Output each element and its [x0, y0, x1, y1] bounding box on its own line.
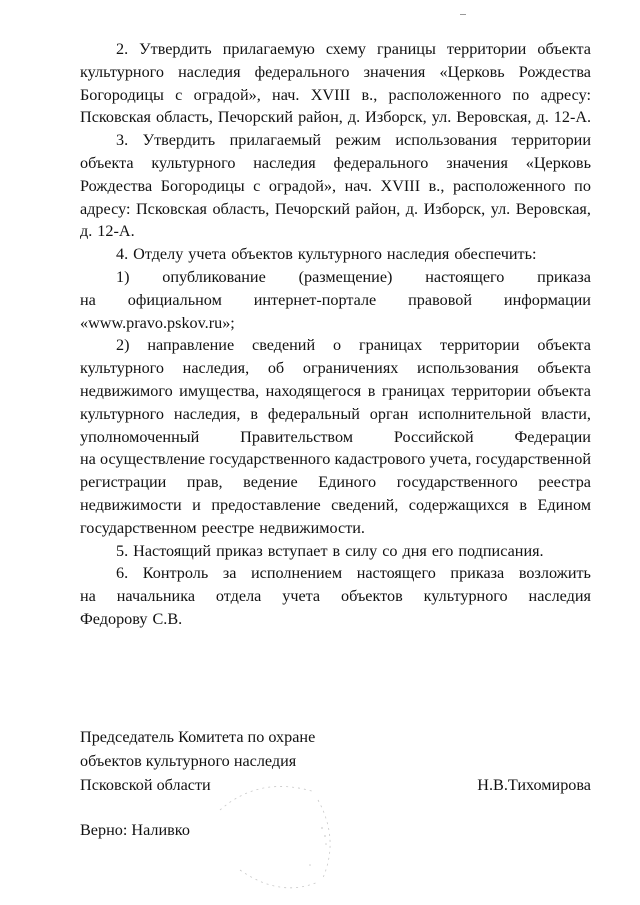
paragraph-item-2-line: культурного наследия федерального значения «Церковь Рождества: [80, 62, 591, 81]
paragraph-item-4-2-line: культурного наследия, в федеральный орган исполнительной власти,: [80, 404, 591, 423]
paragraph-item-4-2-line: недвижимого имущества, находящегося в границах территории объекта: [80, 381, 591, 400]
signer-title-line-2: объектов культурного наследия: [80, 752, 297, 770]
paragraph-item-4-2-line: на осуществление государственного кадастрового учета, государственной: [80, 450, 591, 469]
paragraph-item-4-1-line: «www.pravo.pskov.ru»;: [80, 313, 235, 332]
certification-note: Верно: Наливко: [80, 821, 190, 839]
paragraph-item-3-line: Рождества Богородицы с оградой», нач. XVIII в., расположенного по: [80, 176, 591, 195]
paragraph-item-6-line: 6. Контроль за исполнением настоящего приказа возложить: [116, 564, 591, 583]
paragraph-item-4-line: 4. Отделу учета объектов культурного наследия обеспечить:: [116, 245, 537, 264]
paragraph-item-2-line: Богородицы с оградой», нач. XVIII в., расположенного по адресу:: [80, 85, 591, 104]
signer-title-line-3: Псковской области: [80, 776, 211, 794]
paragraph-item-4-2-line: культурного наследия, об ограничениях использования объекта: [80, 359, 591, 378]
order-body: [80, 38, 591, 631]
paragraph-item-4-1-line: на официальном интернет-портале правовой информации: [80, 290, 591, 309]
signer-name: Н.В.Тихомирова: [477, 776, 591, 794]
paragraph-item-3-line: адресу: Псковская область, Печорский район, д. Изборск, ул. Веровская,: [80, 199, 591, 218]
signature-block: [80, 725, 591, 797]
paragraph-item-3-line: объекта культурного наследия федерального значения «Церковь: [80, 153, 591, 172]
paragraph-item-3-line: 3. Утвердить прилагаемый режим использования территории: [116, 131, 591, 150]
scan-mark: [460, 14, 466, 15]
paragraph-item-4-2-line: 2) направление сведений о границах территории объекта: [116, 336, 591, 355]
paragraph-item-4-2-line: государственном реестре недвижимости.: [80, 518, 365, 537]
signer-title-line-1: Председатель Комитета по охране: [80, 728, 316, 746]
paragraph-item-6-line: Федорову С.В.: [80, 609, 183, 628]
paragraph-item-2-line: 2. Утвердить прилагаемую схему границы территории объекта: [116, 40, 591, 58]
paragraph-item-4-1-line: 1) опубликование (размещение) настоящего приказа: [116, 267, 591, 286]
paragraph-item-4-2-line: уполномоченный Правительством Российской Федерации: [80, 427, 591, 446]
paragraph-item-3-line: д. 12-А.: [80, 222, 135, 241]
paragraph-item-2-line: Псковская область, Печорский район, д. Изборск, ул. Веровская, д. 12-А.: [80, 108, 592, 127]
paragraph-item-5-line: 5. Настоящий приказ вступает в силу со дня его подписания.: [116, 541, 544, 560]
paragraph-item-4-2-line: недвижимости и предоставление сведений, содержащихся в Едином: [80, 495, 591, 514]
paragraph-item-6-line: на начальника отдела учета объектов культурного наследия: [80, 587, 591, 606]
paragraph-item-4-2-line: регистрации прав, ведение Единого государственного реестра: [80, 473, 591, 492]
